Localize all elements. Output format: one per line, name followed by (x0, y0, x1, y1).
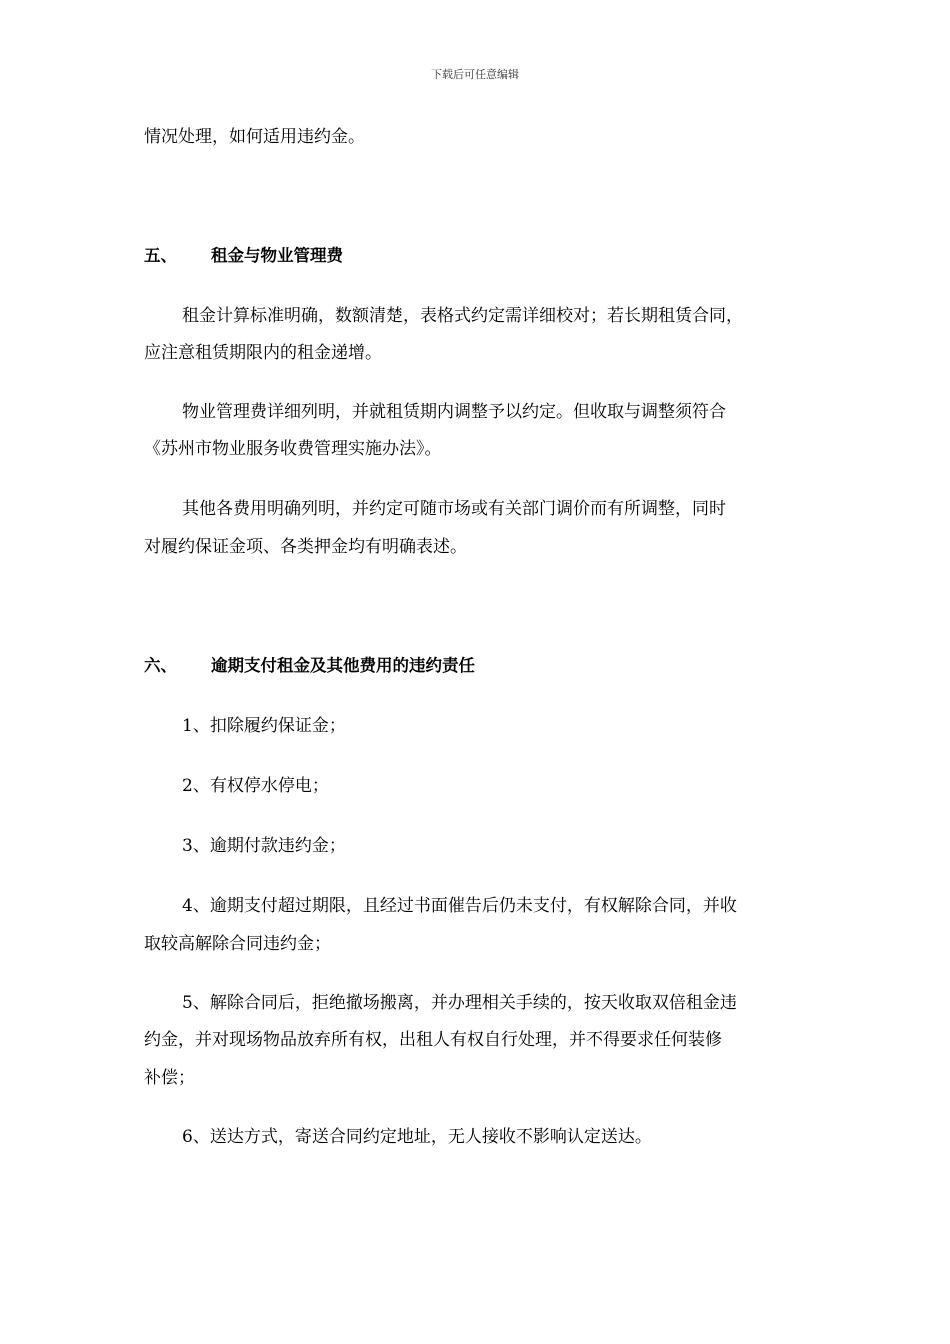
section-5-paragraph-1-line-1: 租金计算标准明确，数额清楚，表格式约定需详细校对；若长期租赁合同， (182, 306, 743, 326)
section-5-paragraph-1-line-2: 应注意租赁期限内的租金递增。 (144, 343, 382, 363)
list-item-2: 2、有权停水停电； (182, 776, 329, 796)
intro-line: 情况处理，如何适用违约金。 (144, 127, 365, 147)
section-6-number: 六、 (144, 656, 177, 675)
list-item-4-line-1: 4、逾期支付超过期限，且经过书面催告后仍未支付，有权解除合同，并收 (182, 896, 737, 916)
section-5-paragraph-2-line-1: 物业管理费详细列明，并就租赁期内调整予以约定。但收取与调整须符合 (182, 402, 726, 422)
list-item-5-line-1: 5、解除合同后，拒绝撤场搬离，并办理相关手续的，按天收取双倍租金违 (182, 993, 737, 1013)
section-5-number: 五、 (144, 246, 177, 265)
list-item-3: 3、逾期付款违约金； (182, 836, 346, 856)
list-item-6: 6、送达方式，寄送合同约定地址，无人接收不影响认定送达。 (182, 1127, 652, 1147)
list-item-1: 1、扣除履约保证金； (182, 716, 346, 736)
section-5-paragraph-2-line-2: 《苏州市物业服务收费管理实施办法》。 (144, 439, 442, 459)
section-5-paragraph-3-line-1: 其他各费用明确列明，并约定可随市场或有关部门调价而有所调整，同时 (182, 499, 726, 519)
list-item-5-line-3: 补偿； (144, 1068, 195, 1088)
list-item-5-line-2: 约金，并对现场物品放弃所有权，出租人有权自行处理，并不得要求任何装修 (144, 1030, 722, 1050)
page-header: 下载后可任意编辑 (431, 68, 519, 81)
section-6-heading (144, 656, 475, 676)
section-5-heading (144, 246, 343, 266)
list-item-4-line-2: 取较高解除合同违约金； (144, 934, 331, 954)
section-5-paragraph-3-line-2: 对履约保证金项、各类押金均有明确表述。 (144, 537, 467, 557)
section-6-title: 逾期支付租金及其他费用的违约责任 (211, 656, 475, 675)
section-5-title: 租金与物业管理费 (211, 246, 343, 265)
